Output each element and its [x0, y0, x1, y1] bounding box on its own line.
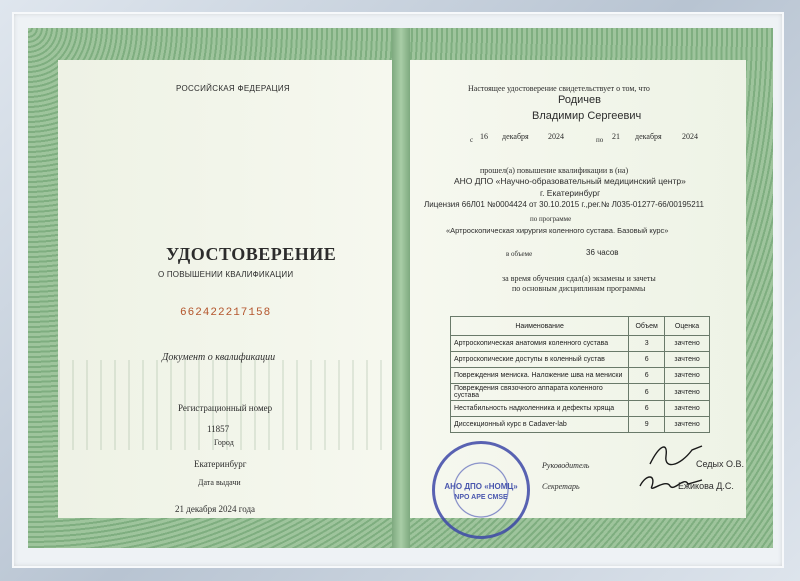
exams-line-2: по основным дисциплинам программы [512, 284, 646, 293]
subject-volume: 6 [629, 352, 665, 368]
city-label: Город [214, 438, 234, 447]
holder-surname: Родичев [558, 94, 601, 106]
document-type: Документ о квалификации [162, 352, 276, 363]
table-header-row [451, 317, 710, 336]
certificate-subtitle: О ПОВЫШЕНИИ КВАЛИФИКАЦИИ [158, 270, 294, 279]
from-label: с [470, 136, 474, 144]
passed-label: прошел(а) повышение квалификации в (на) [480, 166, 629, 175]
subject-name: Диссекционный курс в Cadaver-lab [451, 417, 629, 433]
certificate [28, 28, 773, 548]
subject-name: Повреждения мениска. Наложение шва на мениски [451, 368, 629, 384]
subjects-table [450, 316, 710, 433]
table-row [451, 336, 710, 352]
program-label: по программе [530, 215, 572, 223]
head-name: Седых О.В. [696, 459, 745, 469]
to-label: по [596, 136, 604, 144]
table-row [451, 384, 710, 401]
subject-grade: зачтено [665, 352, 710, 368]
subject-grade: зачтено [665, 336, 710, 352]
program-name: «Артроскопическая хирургия коленного сустава. Базовый курс» [446, 226, 669, 235]
subject-volume: 6 [629, 401, 665, 417]
city-value: Екатеринбург [194, 459, 247, 469]
subject-grade: зачтено [665, 384, 710, 401]
registration-label: Регистрационный номер [178, 403, 273, 413]
header-grade: Оценка [665, 317, 710, 336]
certificate-left-page [58, 60, 392, 518]
stamp-line-1: АНО ДПО «НОМЦ» [444, 482, 518, 491]
exams-line-1: за время обучения сдал(а) экзамены и зачеты [502, 274, 656, 283]
header-name: Наименование [451, 317, 629, 336]
license-info: Лицензия 66Л01 №0004424 от 30.10.2015 г.,рег.№ Л035-01277-66/00195211 [424, 200, 704, 209]
subject-volume: 3 [629, 336, 665, 352]
volume-value: 36 часов [586, 248, 619, 257]
from-day: 16 [480, 132, 488, 141]
subject-volume: 6 [629, 384, 665, 401]
stamp-line-2: NPO APE CMSE [454, 494, 508, 501]
certificate-title: УДОСТОВЕРЕНИЕ [166, 244, 337, 264]
organization-stamp [432, 441, 530, 539]
subject-name: Артроскопические доступы в коленный сустав [451, 352, 629, 368]
country-label: РОССИЙСКАЯ ФЕДЕРАЦИЯ [176, 84, 290, 93]
subject-volume: 6 [629, 368, 665, 384]
holder-name: Владимир Сергеевич [532, 110, 642, 122]
subject-grade: зачтено [665, 368, 710, 384]
intro-text: Настоящее удостоверение свидетельствует о том, что [468, 84, 650, 93]
header-volume: Объем [629, 317, 665, 336]
volume-label: в объеме [506, 250, 533, 258]
to-day: 21 [612, 132, 620, 141]
organization-name: АНО ДПО «Научно-образовательный медицинский центр» [454, 176, 686, 186]
secretary-signature [636, 468, 706, 496]
secretary-label: Секретарь [542, 482, 580, 491]
serial-number: 662422217158 [180, 307, 272, 319]
subject-name: Артроскопическая анатомия коленного сустава [451, 336, 629, 352]
subject-grade: зачтено [665, 417, 710, 433]
certificate-right-page [410, 60, 746, 518]
head-label: Руководитель [542, 461, 590, 470]
certificate-spine [392, 28, 410, 548]
from-month: декабря [502, 132, 529, 141]
to-month: декабря [635, 132, 662, 141]
subject-volume: 9 [629, 417, 665, 433]
from-year: 2024 [548, 132, 564, 141]
issue-date: 21 декабря 2024 года [175, 504, 256, 514]
table-row [451, 417, 710, 433]
table-row [451, 368, 710, 384]
subject-name: Нестабильность надколенника и дефекты хряща [451, 401, 629, 417]
registration-number: 11857 [207, 424, 230, 434]
issue-date-label: Дата выдачи [198, 478, 241, 487]
subject-grade: зачтено [665, 401, 710, 417]
table-row [451, 352, 710, 368]
subject-name: Повреждения связочного аппарата коленного сустава [451, 384, 629, 401]
secretary-name: Ежикова Д.С. [678, 481, 734, 491]
to-year: 2024 [682, 132, 698, 141]
table-row [451, 401, 710, 417]
organization-city: г. Екатеринбург [540, 188, 601, 198]
head-signature [646, 440, 706, 470]
